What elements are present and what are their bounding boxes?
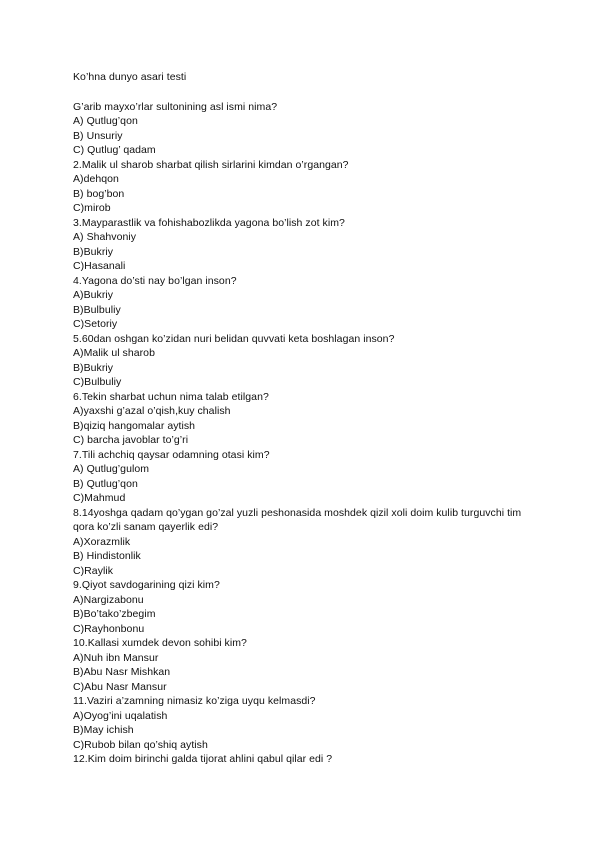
question-block — [73, 636, 533, 694]
answer-option: B)May ichish — [73, 724, 134, 736]
question-text: 3.Mayparastlik va fohishabozlikda yagona bo’lish zot kim? — [73, 216, 345, 229]
answer-option: C) Qutlug’ qadam — [73, 144, 156, 156]
question-text: 7.Tili achchiq qaysar odamning otasi kim? — [73, 448, 270, 461]
question-block — [73, 752, 533, 767]
answer-option: B)Bukriy — [73, 361, 114, 374]
question-text: 4.Yagona do’sti nay bo’lgan inson? — [73, 274, 237, 287]
answer-option: B)Abu Nasr Mishkan — [73, 666, 171, 678]
answer-option: C)Rayhonbonu — [73, 622, 145, 635]
question-block — [73, 216, 533, 274]
answer-option: A)yaxshi g’azal o’qish,kuy chalish — [73, 405, 231, 417]
answer-option: B)Bulbuliy — [73, 303, 121, 316]
answer-option: A)dehqon — [73, 173, 119, 185]
question-text: 12.Kim doim birinchi galda tijorat ahlini qabul qilar edi ? — [73, 753, 333, 765]
answer-option: B) Unsuriy — [73, 129, 123, 142]
answer-option: C)Hasanali — [73, 260, 126, 272]
answer-option: A) Shahvoniy — [73, 231, 137, 243]
answer-option: B)qiziq hangomalar aytish — [73, 419, 196, 432]
question-block — [73, 694, 533, 752]
question-block — [73, 506, 533, 579]
answer-option: A) Qutlug’qon — [73, 115, 138, 127]
answer-option: A)Nargizabonu — [73, 593, 144, 606]
document-content — [73, 70, 533, 767]
question-text: 2.Malik ul sharob sharbat qilish sirlarini kimdan o’rgangan? — [73, 158, 349, 171]
document-title: Ko’hna dunyo asari testi — [73, 71, 187, 83]
question-text: G’arib mayxo’rlar sultonining asl ismi nima? — [73, 100, 278, 113]
question-text: 11.Vaziri a’zamning nimasiz ko’ziga uyqu kelmasdi? — [73, 695, 316, 707]
answer-option: B)Bukriy — [73, 245, 114, 258]
question-text: 10.Kallasi xumdek devon sohibi kim? — [73, 637, 247, 649]
answer-option: A)Xorazmlik — [73, 535, 131, 548]
answer-option: C) barcha javoblar to’g’ri — [73, 434, 189, 446]
answer-option: A) Qutlug’gulom — [73, 463, 150, 475]
question-block — [73, 448, 533, 506]
question-text: 8.14yoshga qadam qo’ygan go’zal yuzli peshonasida moshdek qizil xoli doim kulib turguvchi tim qora ko’zli sanam qayerlik edi? — [73, 506, 522, 533]
answer-option: C)Abu Nasr Mansur — [73, 680, 167, 693]
question-block — [73, 100, 533, 158]
answer-option: A)Nuh ibn Mansur — [73, 651, 159, 664]
answer-option: C)Bulbuliy — [73, 376, 122, 388]
question-block — [73, 390, 533, 448]
question-block — [73, 332, 533, 390]
answer-option: B) Hindistonlik — [73, 550, 141, 562]
question-text: 9.Qiyot savdogarining qizi kim? — [73, 579, 220, 591]
answer-option: B) bog’bon — [73, 187, 125, 200]
answer-option: A)Bukriy — [73, 289, 114, 301]
question-block — [73, 578, 533, 636]
answer-option: C)Mahmud — [73, 492, 126, 504]
answer-option: C)mirob — [73, 202, 111, 214]
answer-option: C)Rubob bilan qo’shiq aytish — [73, 738, 208, 751]
answer-option: A)Malik ul sharob — [73, 347, 155, 359]
question-block — [73, 274, 533, 332]
question-text: 5.60dan oshgan ko’zidan nuri belidan quvvati keta boshlagan inson? — [73, 332, 395, 345]
answer-option: B) Qutlug’qon — [73, 477, 138, 490]
question-block — [73, 158, 533, 216]
question-text: 6.Tekin sharbat uchun nima talab etilgan? — [73, 390, 269, 403]
answer-option: A)Oyog’ini uqalatish — [73, 709, 168, 722]
answer-option: B)Bo’tako’zbegim — [73, 608, 156, 620]
answer-option: C)Raylik — [73, 564, 114, 577]
answer-option: C)Setoriy — [73, 318, 118, 330]
